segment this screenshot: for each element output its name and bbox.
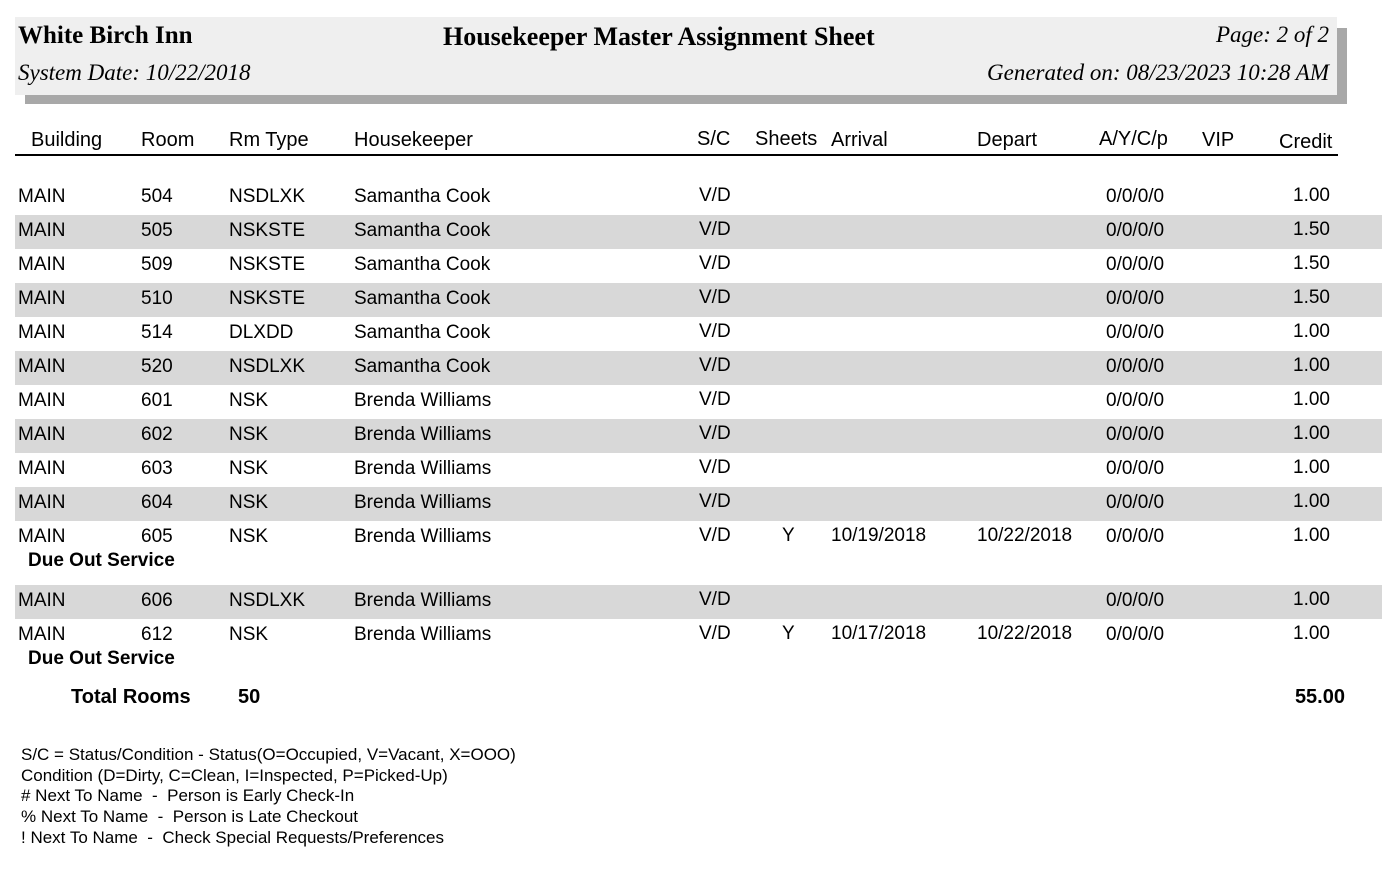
cell-credit: 1.50: [1293, 287, 1330, 308]
cell-housekeeper: Samantha Cook: [354, 254, 491, 275]
col-credit: Credit: [1279, 131, 1333, 153]
cell-credit: 1.00: [1293, 321, 1330, 342]
cell-housekeeper: Samantha Cook: [354, 322, 491, 343]
cell-building: MAIN: [18, 390, 66, 411]
legend: [21, 745, 516, 849]
table-row: [15, 351, 1382, 385]
cell-building: MAIN: [18, 186, 66, 207]
cell-depart: 10/22/2018: [977, 623, 1073, 644]
cell-room: 504: [141, 186, 173, 207]
table-row: [15, 487, 1382, 521]
cell-credit: 1.50: [1293, 219, 1330, 240]
cell-rm-type: NSK: [229, 458, 269, 479]
table-row: [15, 619, 1382, 653]
cell-aycp: 0/0/0/0: [1106, 526, 1165, 547]
cell-aycp: 0/0/0/0: [1106, 424, 1165, 445]
col-sc: S/C: [697, 128, 731, 150]
cell-aycp: 0/0/0/0: [1106, 458, 1165, 479]
cell-housekeeper: Brenda Williams: [354, 590, 492, 611]
col-arrival: Arrival: [831, 129, 888, 151]
cell-rm-type: NSK: [229, 390, 269, 411]
legend-line: % Next To Name - Person is Late Checkout: [21, 807, 359, 827]
cell-rm-type: NSK: [229, 492, 269, 513]
cell-sc: V/D: [699, 623, 731, 644]
cell-rm-type: NSDLXK: [229, 356, 306, 377]
cell-building: MAIN: [18, 590, 66, 611]
total-rooms-label: Total Rooms: [71, 686, 191, 708]
system-date: System Date: 10/22/2018: [18, 60, 251, 85]
cell-room: 510: [141, 288, 173, 309]
cell-sheets: Y: [782, 623, 795, 644]
cell-building: MAIN: [18, 322, 66, 343]
cell-rm-type: NSDLXK: [229, 186, 306, 207]
cell-rm-type: NSK: [229, 624, 269, 645]
cell-aycp: 0/0/0/0: [1106, 624, 1165, 645]
table-row: [15, 521, 1382, 555]
cell-credit: 1.00: [1293, 491, 1330, 512]
table-row: [15, 585, 1382, 619]
cell-room: 509: [141, 254, 173, 275]
cell-room: 603: [141, 458, 173, 479]
cell-housekeeper: Brenda Williams: [354, 492, 492, 513]
cell-building: MAIN: [18, 288, 66, 309]
cell-room: 612: [141, 624, 173, 645]
cell-building: MAIN: [18, 356, 66, 377]
cell-sc: V/D: [699, 219, 731, 240]
cell-rm-type: NSKSTE: [229, 254, 306, 275]
table-row: [15, 453, 1382, 487]
cell-housekeeper: Brenda Williams: [354, 390, 492, 411]
cell-building: MAIN: [18, 254, 66, 275]
cell-room: 505: [141, 220, 173, 241]
cell-housekeeper: Brenda Williams: [354, 424, 492, 445]
cell-building: MAIN: [18, 220, 66, 241]
cell-depart: 10/22/2018: [977, 525, 1073, 546]
cell-aycp: 0/0/0/0: [1106, 390, 1165, 411]
table-row: [15, 419, 1382, 453]
cell-rm-type: NSKSTE: [229, 220, 306, 241]
cell-room: 520: [141, 356, 173, 377]
cell-aycp: 0/0/0/0: [1106, 356, 1165, 377]
cell-sc: V/D: [699, 321, 731, 342]
header-rule: [15, 154, 1338, 156]
cell-credit: 1.50: [1293, 253, 1330, 274]
row-note: Due Out Service: [28, 550, 175, 571]
cell-credit: 1.00: [1293, 525, 1330, 546]
cell-sc: V/D: [699, 491, 731, 512]
cell-room: 605: [141, 526, 173, 547]
table-row: [15, 317, 1382, 351]
cell-credit: 1.00: [1293, 355, 1330, 376]
cell-housekeeper: Samantha Cook: [354, 356, 491, 377]
cell-arrival: 10/19/2018: [831, 525, 927, 546]
col-depart: Depart: [977, 129, 1038, 151]
cell-rm-type: DLXDD: [229, 322, 294, 343]
cell-credit: 1.00: [1293, 185, 1330, 206]
hotel-name: White Birch Inn: [18, 22, 193, 49]
cell-credit: 1.00: [1293, 389, 1330, 410]
cell-aycp: 0/0/0/0: [1106, 186, 1165, 207]
cell-housekeeper: Samantha Cook: [354, 220, 491, 241]
table-row: [15, 283, 1382, 317]
table-row: [15, 385, 1382, 419]
col-vip: VIP: [1202, 129, 1235, 151]
cell-credit: 1.00: [1293, 423, 1330, 444]
cell-room: 602: [141, 424, 173, 445]
cell-housekeeper: Samantha Cook: [354, 288, 491, 309]
cell-rm-type: NSK: [229, 526, 269, 547]
legend-line: S/C = Status/Condition - Status(O=Occupied, V=Vacant, X=OOO): [21, 745, 516, 764]
cell-housekeeper: Brenda Williams: [354, 624, 492, 645]
cell-room: 604: [141, 492, 173, 513]
cell-aycp: 0/0/0/0: [1106, 254, 1165, 275]
cell-housekeeper: Brenda Williams: [354, 458, 492, 479]
cell-sheets: Y: [782, 525, 795, 546]
cell-room: 601: [141, 390, 173, 411]
cell-sc: V/D: [699, 287, 731, 308]
table-row: [15, 249, 1382, 283]
cell-sc: V/D: [699, 457, 731, 478]
cell-aycp: 0/0/0/0: [1106, 492, 1165, 513]
col-building: Building: [31, 129, 103, 151]
cell-credit: 1.00: [1293, 623, 1330, 644]
report-header: [15, 17, 1337, 95]
col-sheets: Sheets: [755, 128, 818, 150]
cell-room: 606: [141, 590, 173, 611]
cell-credit: 1.00: [1293, 589, 1330, 610]
cell-aycp: 0/0/0/0: [1106, 220, 1165, 241]
total-credit-value: 55.00: [1294, 686, 1345, 708]
cell-building: MAIN: [18, 526, 66, 547]
cell-credit: 1.00: [1293, 457, 1330, 478]
cell-aycp: 0/0/0/0: [1106, 322, 1165, 343]
report-title: Housekeeper Master Assignment Sheet: [443, 22, 875, 51]
cell-building: MAIN: [18, 458, 66, 479]
page-number: Page: 2 of 2: [1215, 22, 1329, 47]
generated-on: Generated on: 08/23/2023 10:28 AM: [987, 60, 1329, 85]
table-row: [15, 181, 1382, 215]
legend-line: ! Next To Name - Check Special Requests/Preferences: [21, 827, 444, 847]
total-rooms-value: 50: [238, 686, 261, 708]
cell-aycp: 0/0/0/0: [1106, 590, 1165, 611]
cell-arrival: 10/17/2018: [831, 623, 927, 644]
legend-line: Condition (D=Dirty, C=Clean, I=Inspected, P=Picked-Up): [21, 765, 448, 785]
cell-sc: V/D: [699, 389, 731, 410]
cell-building: MAIN: [18, 492, 66, 513]
cell-room: 514: [141, 322, 173, 343]
cell-rm-type: NSK: [229, 424, 269, 445]
cell-housekeeper: Brenda Williams: [354, 526, 492, 547]
cell-housekeeper: Samantha Cook: [354, 186, 491, 207]
cell-rm-type: NSDLXK: [229, 590, 306, 611]
cell-sc: V/D: [699, 589, 731, 610]
cell-rm-type: NSKSTE: [229, 288, 306, 309]
cell-sc: V/D: [699, 253, 731, 274]
row-note: Due Out Service: [28, 648, 175, 669]
cell-sc: V/D: [699, 423, 731, 444]
cell-sc: V/D: [699, 355, 731, 376]
table-row: [15, 215, 1382, 249]
cell-sc: V/D: [699, 185, 731, 206]
cell-building: MAIN: [18, 624, 66, 645]
cell-sc: V/D: [699, 525, 731, 546]
col-aycp: A/Y/C/p: [1099, 128, 1168, 150]
cell-aycp: 0/0/0/0: [1106, 288, 1165, 309]
legend-line: # Next To Name - Person is Early Check-In: [21, 786, 355, 806]
cell-building: MAIN: [18, 424, 66, 445]
col-housekeeper: Housekeeper: [354, 129, 473, 151]
col-rm-type: Rm Type: [229, 129, 309, 151]
col-room: Room: [141, 129, 195, 151]
